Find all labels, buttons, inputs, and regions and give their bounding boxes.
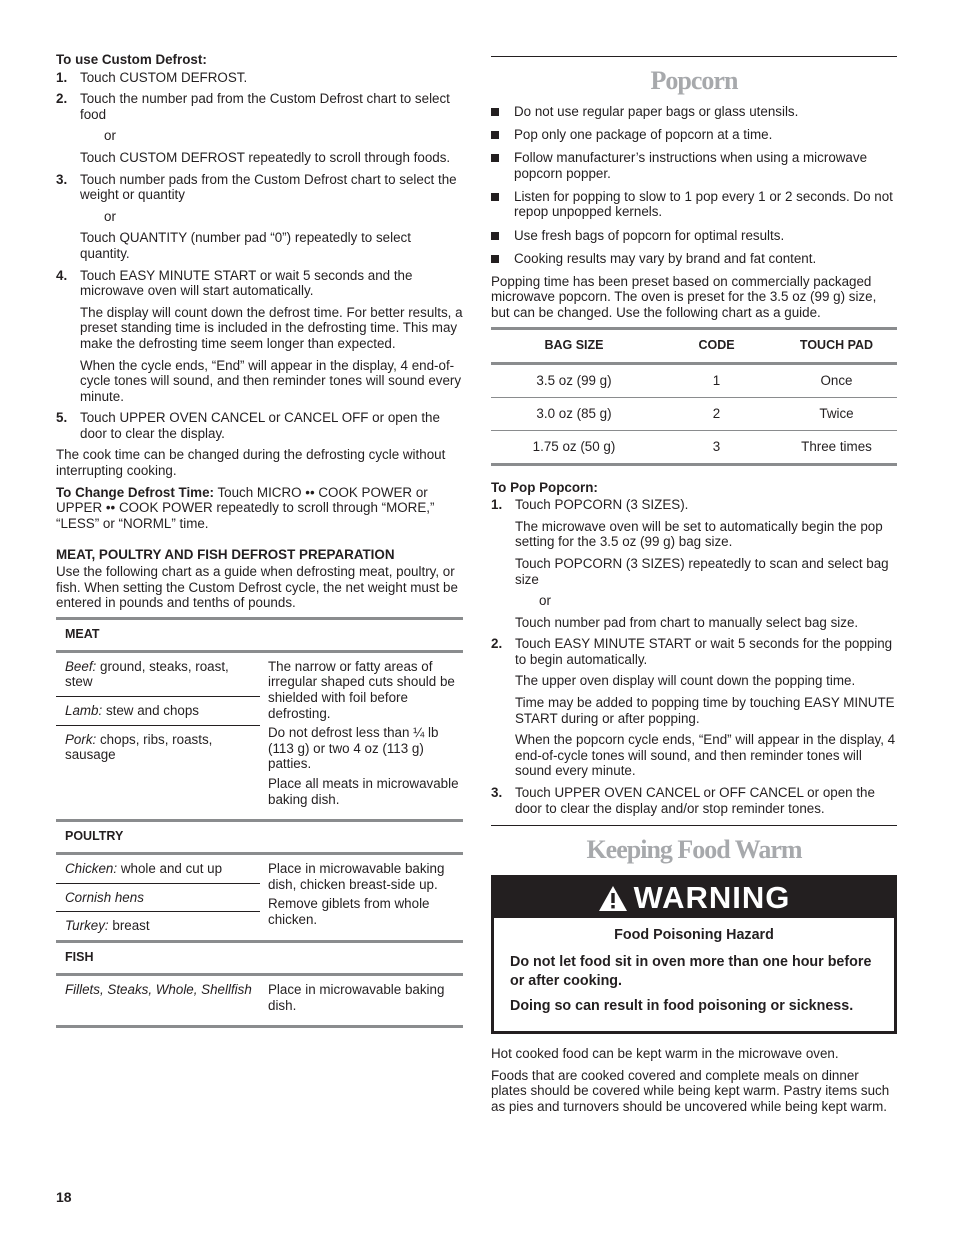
item-name: Lamb: bbox=[65, 703, 103, 718]
table-cell: 2 bbox=[712, 405, 721, 421]
popcorn-bullet bbox=[491, 189, 897, 220]
popcorn-title: Popcorn bbox=[650, 66, 738, 95]
step-text: When the cycle ends, “End” will appear in the display, 4 end-of-cycle tones will sound, and then reminder tones will sound every minute. bbox=[80, 357, 462, 404]
prep-note: Remove giblets from whole chicken. bbox=[268, 896, 430, 927]
step-number: 1. bbox=[56, 69, 68, 85]
pop-popcorn-steps bbox=[491, 497, 897, 816]
step-text: Touch QUANTITY (number pad “0”) repeatedly to select quantity. bbox=[80, 230, 411, 261]
bullet-square-icon bbox=[491, 131, 499, 139]
table-row bbox=[491, 365, 897, 398]
table-row bbox=[491, 431, 897, 463]
warm-paragraph-1: Hot cooked food can be kept warm in the microwave oven. bbox=[491, 1046, 839, 1062]
table-row bbox=[491, 398, 897, 431]
custom-defrost-heading: To use Custom Defrost: bbox=[56, 52, 207, 67]
fish-notes bbox=[260, 976, 463, 1025]
step-text: Touch number pad from chart to manually select bag size. bbox=[515, 614, 859, 630]
defrost-prep-table bbox=[56, 617, 463, 1028]
fish-items bbox=[56, 976, 260, 1025]
step-or: or bbox=[104, 208, 116, 224]
step-item bbox=[56, 410, 463, 441]
step-number: 4. bbox=[56, 267, 68, 283]
poultry-group bbox=[56, 855, 463, 940]
item-detail: whole and cut up bbox=[117, 861, 223, 877]
step-number: 3. bbox=[491, 785, 503, 801]
warning-box bbox=[491, 875, 897, 1034]
table-cell: 3 bbox=[712, 438, 721, 454]
popcorn-table-header bbox=[491, 330, 897, 365]
step-text: Touch POPCORN (3 SIZES). bbox=[515, 497, 689, 513]
step-text: Touch CUSTOM DEFROST repeatedly to scroll through foods. bbox=[80, 149, 451, 165]
bullet-square-icon bbox=[491, 255, 499, 263]
bullet-text: Pop only one package of popcorn at a time. bbox=[514, 127, 773, 143]
poultry-items bbox=[56, 855, 260, 940]
prep-table-item bbox=[56, 884, 260, 913]
table-cell: 1 bbox=[712, 372, 721, 388]
item-name: Chicken: bbox=[65, 861, 118, 877]
step-item bbox=[56, 91, 463, 165]
step-text: Touch POPCORN (3 SIZES) repeatedly to scan and select bag size bbox=[515, 555, 889, 587]
item-detail: stew and chops bbox=[102, 703, 199, 718]
step-text: The microwave oven will be set to automatically begin the pop setting for the 3.5 oz (99 g) bag size. bbox=[515, 518, 883, 550]
table-cell: 1.75 oz (50 g) bbox=[532, 438, 616, 454]
warning-triangle-icon bbox=[598, 885, 628, 912]
table-cell: Three times bbox=[801, 438, 872, 454]
warning-line-2: Doing so can result in food poisoning or sickness. bbox=[510, 998, 854, 1015]
bullet-square-icon bbox=[491, 232, 499, 240]
poultry-heading: POULTRY bbox=[56, 822, 463, 855]
step-or: or bbox=[539, 593, 551, 609]
step-item bbox=[491, 636, 897, 779]
popcorn-intro: Popping time has been preset based on commercially packaged microwave popcorn. The oven is preset for the 3.5 oz (99 g) size, but can be changed. Use the following chart as a guide. bbox=[491, 273, 877, 320]
item-detail: ground, steaks, roast, stew bbox=[65, 658, 229, 690]
popcorn-bullet bbox=[491, 104, 897, 120]
popcorn-bullet bbox=[491, 228, 897, 244]
prep-note: Place in microwavable baking dish, chicken breast-side up. bbox=[268, 861, 445, 892]
meat-notes bbox=[260, 653, 463, 819]
col-code: CODE bbox=[698, 337, 735, 352]
step-text: Time may be added to popping time by touching EASY MINUTE START during or after popping. bbox=[515, 695, 895, 726]
col-touch-pad: TOUCH PAD bbox=[799, 337, 874, 352]
left-column bbox=[56, 52, 463, 1028]
step-text: Touch UPPER OVEN CANCEL or OFF CANCEL or open the door to clear the display and/or stop reminder tones. bbox=[515, 785, 875, 816]
bullet-text: Do not use regular paper bags or glass utensils. bbox=[514, 104, 799, 119]
prep-heading: MEAT, POULTRY AND FISH DEFROST PREPARATION bbox=[56, 547, 395, 563]
bullet-text: Cooking results may vary by brand and fat content. bbox=[514, 250, 817, 266]
item-detail: breast bbox=[108, 918, 150, 934]
fish-heading: FISH bbox=[56, 943, 463, 976]
step-item bbox=[56, 268, 463, 405]
item-name: Fillets, Steaks, Whole, Shellfish bbox=[65, 981, 252, 997]
prep-table-item bbox=[56, 697, 260, 726]
step-text: When the popcorn cycle ends, “End” will appear in the display, 4 end-of-cycle tones will sound, and then reminder tones will sound every minute. bbox=[515, 732, 896, 779]
bullet-square-icon bbox=[491, 193, 499, 201]
change-defrost-time bbox=[56, 485, 463, 532]
table-cell: Twice bbox=[819, 405, 854, 421]
warm-paragraph-2: Foods that are cooked covered and complete meals on dinner plates should be covered while being kept warm. Pastry items such as pies and turnovers should be uncovered while being kept warm. bbox=[491, 1067, 890, 1114]
poultry-notes bbox=[260, 855, 463, 940]
step-or: or bbox=[104, 128, 116, 144]
meat-items bbox=[56, 653, 260, 819]
item-name: Beef: bbox=[65, 658, 97, 674]
step-text: Touch number pads from the Custom Defrost chart to select the weight or quantity bbox=[80, 171, 457, 203]
popcorn-bullets bbox=[491, 104, 897, 266]
step-text: The display will count down the defrost time. For better results, a preset standing time is included in the defrosting time. This may make the defrosting time seem longer than expected. bbox=[80, 304, 463, 351]
bullet-square-icon bbox=[491, 154, 499, 162]
step-item bbox=[491, 497, 897, 630]
warning-hazard: Food Poisoning Hazard bbox=[614, 927, 774, 944]
table-cell: Once bbox=[820, 372, 853, 388]
step-number: 5. bbox=[56, 410, 68, 426]
popcorn-bullet bbox=[491, 150, 897, 181]
step-item bbox=[56, 70, 463, 86]
prep-note: Place all meats in microwavable baking dish. bbox=[268, 775, 459, 807]
prep-note: The narrow or fatty areas of irregular shaped cuts should be shielded with foil before defrosting. bbox=[268, 658, 455, 721]
step-text: Touch the number pad from the Custom Defrost chart to select food bbox=[80, 91, 450, 122]
prep-table-item bbox=[56, 976, 260, 1004]
step-number: 2. bbox=[56, 91, 68, 107]
fish-group bbox=[56, 976, 463, 1025]
item-name: Turkey: bbox=[65, 918, 109, 934]
warning-line-1: Do not let food sit in oven more than one hour before or after cooking. bbox=[510, 954, 872, 990]
prep-note: Do not defrost less than ¼ lb (113 g) or two 4 oz (113 g) patties. bbox=[268, 725, 439, 772]
prep-table-item bbox=[56, 653, 260, 697]
step-number: 3. bbox=[56, 171, 68, 187]
custom-defrost-steps bbox=[56, 70, 463, 442]
change-defrost-label: To Change Defrost Time: bbox=[56, 484, 214, 500]
table-cell: 3.0 oz (85 g) bbox=[536, 405, 612, 421]
prep-table-item bbox=[56, 726, 260, 769]
col-bag-size: BAG SIZE bbox=[544, 337, 604, 352]
prep-note: Place in microwavable baking dish. bbox=[268, 981, 445, 1013]
keeping-food-warm-title: Keeping Food Warm bbox=[586, 835, 802, 865]
step-item bbox=[491, 785, 897, 816]
bullet-text: Listen for popping to slow to 1 pop every 1 or 2 seconds. Do not repop unpopped kernels. bbox=[514, 188, 893, 220]
step-text: Touch EASY MINUTE START or wait 5 seconds for the popping to begin automatically. bbox=[515, 636, 893, 667]
popcorn-bullet bbox=[491, 127, 897, 143]
warning-word: WARNING bbox=[633, 880, 791, 916]
bullet-text: Use fresh bags of popcorn for optimal results. bbox=[514, 227, 785, 243]
bullet-square-icon bbox=[491, 108, 499, 116]
popcorn-table bbox=[491, 327, 897, 466]
page-number: 18 bbox=[56, 1189, 72, 1205]
step-text: Touch UPPER OVEN CANCEL or CANCEL OFF or open the door to clear the display. bbox=[80, 410, 440, 441]
popcorn-bullet bbox=[491, 251, 897, 267]
step-number: 1. bbox=[491, 497, 503, 513]
bullet-text: Follow manufacturer’s instructions when using a microwave popcorn popper. bbox=[514, 150, 868, 181]
change-defrost-text: Touch MICRO •• COOK POWER or UPPER •• COOK POWER repeatedly to scroll through “MORE,” “LESS” or “NORML” time. bbox=[56, 484, 435, 531]
meat-heading: MEAT bbox=[56, 620, 463, 653]
item-name: Pork: bbox=[65, 731, 97, 747]
meat-group bbox=[56, 653, 463, 819]
right-column bbox=[491, 52, 897, 1121]
table-cell: 3.5 oz (99 g) bbox=[536, 372, 612, 388]
prep-table-item bbox=[56, 855, 260, 884]
step-text: Touch EASY MINUTE START or wait 5 seconds and the microwave oven will start automatically. bbox=[80, 267, 413, 299]
item-name: Cornish hens bbox=[65, 889, 144, 905]
prep-intro: Use the following chart as a guide when defrosting meat, poultry, or fish. When setting the Custom Defrost cycle, the net weight must be entered in pounds and tenths of pounds. bbox=[56, 564, 458, 611]
step-text: The upper oven display will count down the popping time. bbox=[515, 673, 856, 689]
step-number: 2. bbox=[491, 636, 503, 652]
warning-header bbox=[494, 878, 894, 918]
cook-time-note: The cook time can be changed during the defrosting cycle without interrupting cooking. bbox=[56, 447, 446, 479]
pop-popcorn-heading: To Pop Popcorn: bbox=[491, 479, 598, 495]
item-detail: chops, ribs, roasts, sausage bbox=[65, 731, 213, 763]
prep-table-item bbox=[56, 912, 260, 940]
step-item bbox=[56, 172, 463, 262]
step-text: Touch CUSTOM DEFROST. bbox=[80, 69, 248, 85]
warning-body bbox=[494, 918, 894, 1031]
